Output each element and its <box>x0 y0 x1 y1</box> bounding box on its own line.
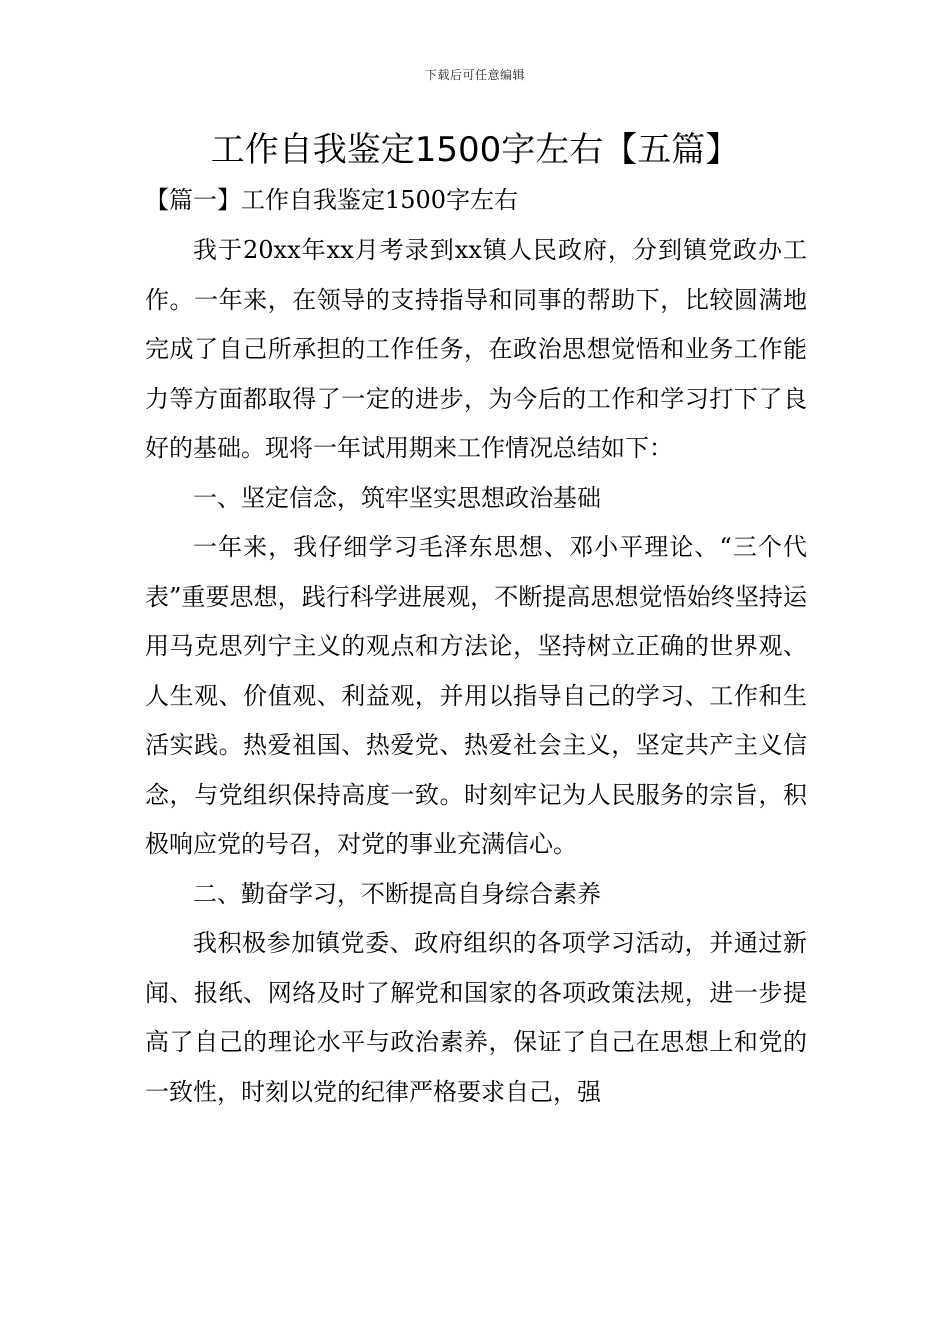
document-body <box>145 226 807 1117</box>
paragraph-heading-2: 二、勤奋学习，不断提高自身综合素养 <box>193 879 601 908</box>
header-note: 下载后可任意编辑 <box>424 68 525 82</box>
paragraph-intro: 我于20xx年xx月考录到xx镇人民政府，分到镇党政办工作。一年来，在领导的支持指导和同事的帮助下，比较圆满地完成了自己所承担的工作任务，在政治思想觉悟和业务工作能力等方面都取得了一定的进步，为今后的工作和学习打下了良好的基础。现将一年试用期来工作情况总结如下： <box>145 236 807 462</box>
document-title: 工作自我鉴定1500字左右【五篇】 <box>210 130 740 170</box>
paragraph-belief: 一年来，我仔细学习毛泽东思想、邓小平理论、“三个代表”重要思想，践行科学进展观，不断提高思想觉悟始终坚持运用马克思列宁主义的观点和方法论，坚持树立正确的世界观、人生观、价值观、利益观，并用以指导自己的学习、工作和生活实践。热爱祖国、热爱党、热爱社会主义，坚定共产主义信念，与党组织保持高度一致。时刻牢记为人民服务的宗旨，积极响应党的号召，对党的事业充满信心。 <box>145 533 807 858</box>
paragraph-study: 我积极参加镇党委、政府组织的各项学习活动，并通过新闻、报纸、网络及时了解党和国家的各项政策法规，进一步提高了自己的理论水平与政治素养，保证了自己在思想上和党的一致性，时刻以党的纪律严格要求自己，强 <box>145 929 807 1106</box>
paragraph-heading-1: 一、坚定信念，筑牢坚实思想政治基础 <box>193 483 601 512</box>
section-heading: 【篇一】工作自我鉴定1500字左右 <box>145 186 519 214</box>
